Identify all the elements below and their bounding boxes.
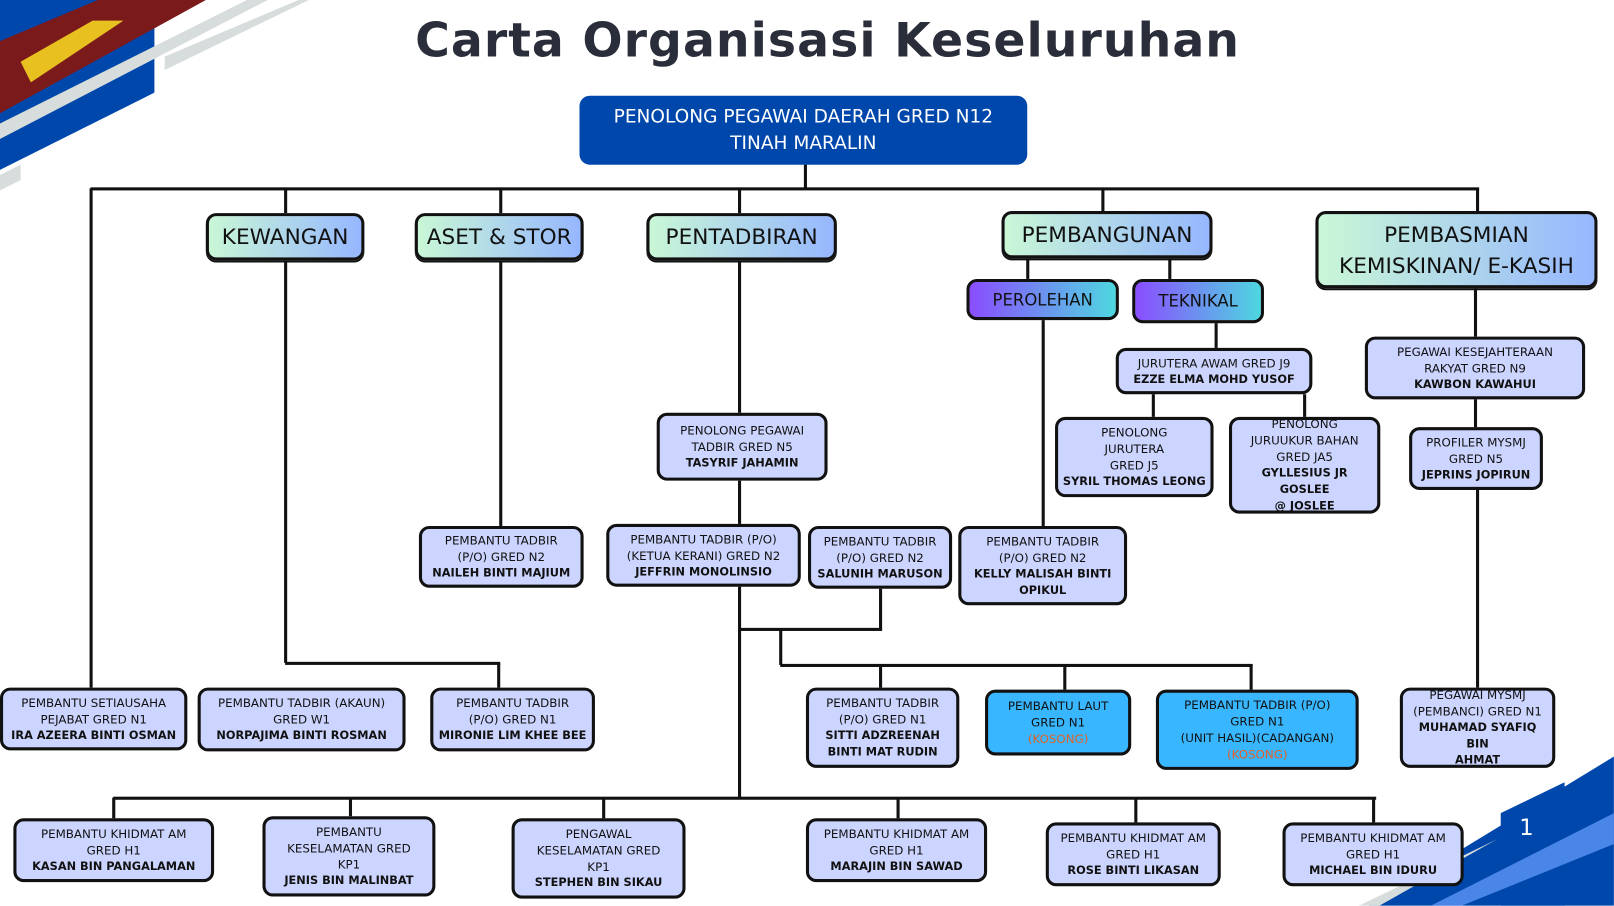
position-box-jeffrin — [606, 524, 801, 587]
connector-line — [897, 798, 900, 819]
connector-line — [1372, 798, 1375, 823]
position-title: PEMBANTU KHIDMAT AM GRED H1 — [1060, 830, 1207, 862]
connector-line — [1026, 258, 1029, 279]
connector-line — [284, 188, 287, 213]
position-box-sitti — [806, 688, 959, 768]
connector-line — [1474, 399, 1477, 427]
position-title: PEMBANTU SETIAUSAHA PEJABAT GRED N1 — [21, 695, 167, 727]
position-title: PENGAWAL KESELAMATAN GRED KP1 — [536, 826, 661, 874]
connector-line — [780, 664, 1252, 667]
connector-line — [499, 260, 502, 526]
connector-line — [1101, 188, 1104, 211]
connector-line — [349, 798, 352, 817]
connector-line — [284, 260, 287, 662]
connector-line — [1476, 490, 1479, 688]
unit-teknikal: TEKNIKAL — [1132, 279, 1264, 323]
department-pembangunan: PEMBANGUNAN — [1002, 211, 1213, 258]
position-box-stephen — [512, 818, 686, 898]
position-title: PENOLONG JURUTERA GRED J5 — [1101, 425, 1168, 473]
connector-line — [1476, 188, 1479, 211]
root-position-box — [579, 96, 1027, 165]
position-box-kelly — [958, 526, 1127, 605]
connector-line — [804, 165, 807, 189]
position-holder-name: MUHAMAD SYAFIQ BIN AHMAT — [1418, 720, 1537, 767]
position-title: PEMBANTU TADBIR (P/O) GRED N1 — [456, 695, 570, 727]
connector-line — [1152, 394, 1155, 417]
position-title: PEMBANTU TADBIR (P/O) GRED N1 (UNIT HASIL)(CADANGAN) — [1180, 697, 1335, 746]
position-title: PEMBANTU KHIDMAT AM GRED H1 — [823, 826, 970, 858]
connector-line — [779, 629, 782, 665]
position-title: PEMBANTU TADBIR (AKAUN) GRED W1 — [217, 695, 386, 727]
position-box-tasyrif — [657, 413, 828, 481]
position-holder-name: STEPHEN BIN SIKAU — [534, 875, 663, 890]
position-holder-name: IRA AZEERA BINTI OSMAN — [11, 728, 177, 742]
connector-line — [1168, 258, 1171, 279]
position-holder-name: KASAN BIN PANGALAMAN — [32, 859, 196, 873]
position-box-jeprins — [1409, 427, 1543, 490]
position-holder-name: JENIS BIN MALINBAT — [284, 873, 414, 888]
position-box-ezze — [1116, 348, 1313, 394]
department-aset: ASET & STOR — [415, 213, 584, 260]
position-box-norpajima — [198, 688, 406, 752]
connector-line — [112, 798, 115, 819]
department-kewangan: KEWANGAN — [206, 213, 365, 260]
position-box-salunih — [808, 526, 952, 589]
connector-line — [1134, 798, 1137, 823]
position-holder-name: KAWBON KAWAHUI — [1414, 377, 1536, 391]
page-title: Carta Organisasi Keseluruhan — [415, 12, 1241, 68]
stripe — [0, 165, 21, 191]
position-title: PEMBANTU TADBIR (P/O) (KETUA KERANI) GRED N2 — [626, 531, 781, 563]
vacant-label: (KOSONG) — [1227, 747, 1288, 762]
position-holder-name: SITTI ADZREENAH BINTI MAT RUDIN — [825, 728, 940, 759]
position-holder-name: MICHAEL BIN IDURU — [1309, 863, 1438, 877]
connector-line — [738, 260, 741, 412]
position-holder-name: NAILEH BINTI MAJIUM — [432, 566, 571, 580]
vacant-label: (KOSONG) — [1027, 731, 1089, 747]
connector-line — [879, 665, 882, 688]
position-holder-name: KELLY MALISAH BINTI OPIKUL — [973, 566, 1112, 597]
position-holder-name: EZZE ELMA MOHD YUSOF — [1133, 372, 1295, 386]
position-holder-name: SYRIL THOMAS LEONG — [1062, 474, 1206, 488]
connector-line — [739, 628, 882, 631]
position-title: PENOLONG PEGAWAI TADBIR GRED N5 — [680, 423, 805, 454]
position-title: PEMBANTU TADBIR (P/O) GRED N2 — [444, 533, 558, 565]
connector-line — [1474, 288, 1477, 336]
position-title: PENOLONG JURUUKUR BAHAN GRED JA5 — [1250, 416, 1359, 465]
position-box-unithasil — [1156, 690, 1359, 770]
position-title: PEGAWAI MYSMJ (PEMBANCI) GRED N1 — [1413, 687, 1542, 719]
position-holder-name: GYLLESIUS JR GOSLEE @ JOSLEE — [1261, 466, 1348, 513]
position-box-rose — [1046, 822, 1221, 886]
position-title: PEMBANTU KHIDMAT AM GRED H1 — [1300, 830, 1446, 862]
connector-line — [738, 587, 741, 798]
connector-line — [1303, 394, 1306, 417]
position-title: PEMBANTU TADBIR (P/O) GRED N1 — [826, 695, 940, 727]
page-number: 1 — [1519, 815, 1534, 841]
position-box-laut — [985, 690, 1131, 756]
position-title: PEMBANTU KESELAMATAN GRED KP1 — [287, 824, 411, 872]
connector-line — [1042, 320, 1045, 526]
connector-line — [497, 663, 500, 688]
connector-line — [90, 188, 93, 687]
position-box-mironie — [430, 688, 595, 752]
position-title: PEMBANTU LAUT GRED N1 — [1007, 698, 1109, 730]
connector-line — [738, 481, 741, 524]
connector-line — [285, 662, 500, 665]
position-box-marajin — [806, 818, 987, 882]
position-holder-name: MARAJIN BIN SAWAD — [830, 859, 963, 873]
position-holder-name: MIRONIE LIM KHEE BEE — [438, 728, 587, 743]
position-box-michael — [1283, 822, 1464, 886]
department-pentadbiran: PENTADBIRAN — [646, 213, 836, 260]
position-title: PEMBANTU TADBIR (P/O) GRED N2 — [986, 533, 1100, 565]
position-box-kasan — [13, 818, 214, 882]
position-title: PEMBANTU TADBIR (P/O) GRED N2 — [823, 533, 937, 565]
connector-line — [879, 589, 882, 629]
position-title: PROFILER MYSMJ GRED N5 — [1426, 434, 1526, 466]
department-pembasmian: PEMBASMIAN KEMISKINAN/ E-KASIH — [1315, 211, 1597, 288]
connector-line — [91, 187, 1480, 190]
position-holder-name: JEPRINS JOPIRUN — [1421, 467, 1531, 482]
root-name: TINAH MARALIN — [730, 132, 877, 154]
connector-line — [738, 188, 741, 213]
position-box-ira — [0, 688, 187, 751]
position-box-gyllesius — [1229, 417, 1380, 514]
connector-line — [1063, 665, 1066, 690]
position-box-muhamad — [1400, 688, 1555, 768]
position-title: PEMBANTU KHIDMAT AM GRED H1 — [40, 826, 187, 858]
connector-line — [1250, 665, 1253, 690]
position-box-kawbon — [1365, 337, 1585, 400]
position-holder-name: JEFFRIN MONOLINSIO — [635, 564, 772, 578]
position-title: JURUTERA AWAM GRED J9 — [1137, 355, 1291, 371]
position-box-syril — [1055, 417, 1214, 497]
root-title: PENOLONG PEGAWAI DAERAH GRED N12 — [613, 105, 994, 128]
connector-line — [602, 798, 605, 819]
connector-line — [1215, 323, 1218, 348]
position-box-jenis — [262, 816, 435, 896]
position-holder-name: SALUNIH MARUSON — [817, 566, 943, 581]
position-holder-name: TASYRIF JAHAMIN — [685, 455, 799, 470]
position-holder-name: NORPAJIMA BINTI ROSMAN — [216, 728, 387, 743]
position-box-naileh — [419, 526, 584, 588]
position-title: PEGAWAI KESEJAHTERAAN RAKYAT GRED N9 — [1396, 344, 1553, 376]
connector-line — [113, 797, 1376, 800]
unit-perolehan: PEROLEHAN — [967, 279, 1119, 320]
position-holder-name: ROSE BINTI LIKASAN — [1067, 863, 1200, 877]
connector-line — [499, 188, 502, 213]
